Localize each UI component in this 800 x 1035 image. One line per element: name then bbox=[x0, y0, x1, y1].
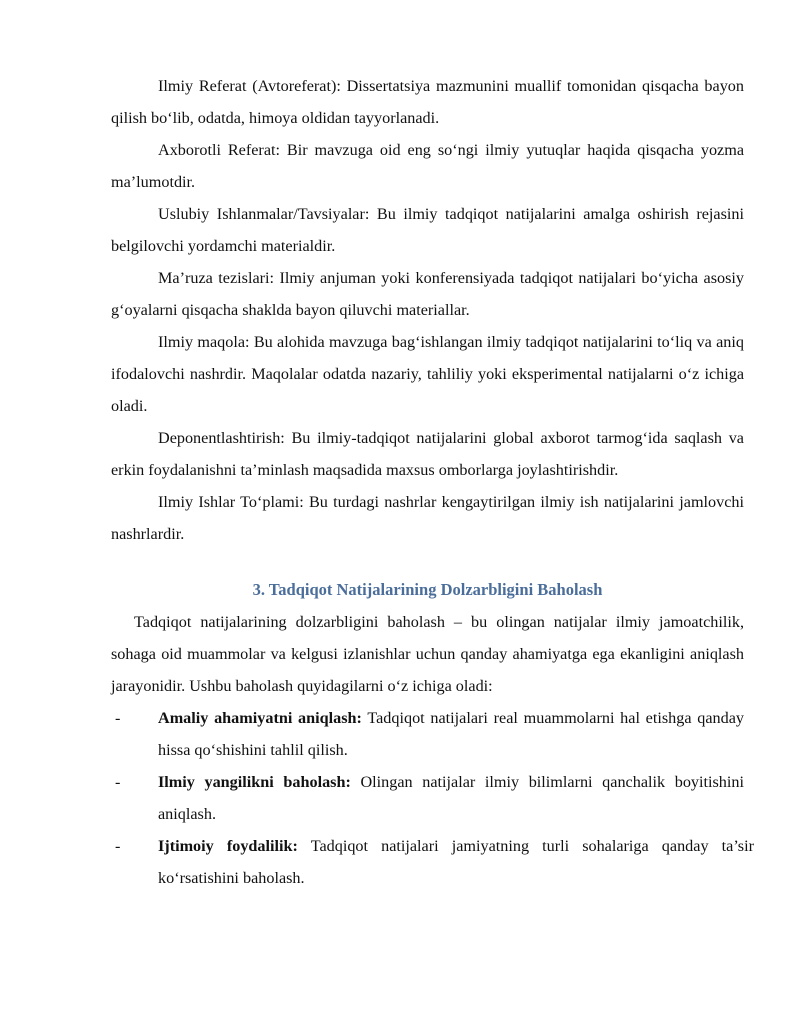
bullet-dash: - bbox=[115, 837, 121, 855]
paragraph-ilmiy-maqola: Ilmiy maqola: Bu alohida mavzuga bag‘ishlangan ilmiy tadqiqot natijalarini to‘liq va aniq ifodalovchi nashrdir. Maqolalar odatda nazariy, tahliliy yoki eksperimental natijalarni o‘z ichiga oladi. bbox=[111, 333, 744, 415]
paragraph-ilmiy-ishlar-toplami: Ilmiy Ishlar To‘plami: Bu turdagi nashrlar kengaytirilgan ilmiy ish natijalarini jamlovchi nashrlardir. bbox=[111, 493, 744, 543]
paragraph-deponentlashtirish: Deponentlashtirish: Bu ilmiy-tadqiqot natijalarini global axborot tarmog‘ida saqlash va erkin foydalanishni ta’minlash maqsadida maxsus omborlarga joylashtirishdir. bbox=[111, 429, 744, 479]
section-heading: 3. Tadqiqot Natijalarining Dolzarbligini Baholash bbox=[252, 580, 603, 599]
paragraph-uslubiy-ishlanmalar: Uslubiy Ishlanmalar/Tavsiyalar: Bu ilmiy tadqiqot natijalarini amalga oshirish rejasini belgilovchi yordamchi materialdir. bbox=[111, 205, 744, 255]
bullet-list bbox=[111, 702, 754, 894]
bullet-text: Tadqiqot natijalari jamiyatning turli sohalariga qanday ta’sir ko‘rsatishini baholash. bbox=[158, 837, 754, 887]
bullet-title: Ijtimoiy foydalilik: bbox=[158, 837, 298, 855]
bullet-text: Tadqiqot natijalari real muammolarni hal etishga qanday hissa qo‘shishini tahlil qilish. bbox=[158, 709, 744, 759]
paragraph-ilmiy-referat: Ilmiy Referat (Avtoreferat): Dissertatsiya mazmunini muallif tomonidan qisqacha bayon qilish bo‘lib, odatda, himoya oldidan tayyorlanadi. bbox=[111, 77, 744, 127]
paragraph-axborotli-referat: Axborotli Referat: Bir mavzuga oid eng so‘ngi ilmiy yutuqlar haqida qisqacha yozma ma’lumotdir. bbox=[111, 141, 744, 191]
paragraph-maruza-tezislari: Ma’ruza tezislari: Ilmiy anjuman yoki konferensiyada tadqiqot natijalari bo‘yicha asosiy g‘oyalarni qisqacha shaklda bayon qiluvchi materiallar. bbox=[111, 269, 744, 319]
document-page bbox=[111, 70, 754, 894]
bullet-dash: - bbox=[115, 773, 121, 791]
bullet-item-ilmiy-yangilik bbox=[111, 766, 744, 830]
section-intro: Tadqiqot natijalarining dolzarbligini baholash – bu olingan natijalar ilmiy jamoatchilik, sohaga oid muammolar va kelgusi izlanishlar uchun qanday ahamiyatga ega ekanligini aniqlash jarayonidir. Ushbu baholash quyidagilarni o‘z ichiga oladi: bbox=[111, 613, 744, 695]
bullet-text: Olingan natijalar ilmiy bilimlarni qanchalik boyitishini aniqlash. bbox=[158, 773, 744, 823]
bullet-item-amaliy bbox=[111, 702, 744, 766]
bullet-dash: - bbox=[115, 709, 121, 727]
bullet-title: Ilmiy yangilikni baholash: bbox=[158, 773, 351, 791]
bullet-item-ijtimoiy bbox=[111, 830, 754, 894]
bullet-title: Amaliy ahamiyatni aniqlash: bbox=[158, 709, 362, 727]
